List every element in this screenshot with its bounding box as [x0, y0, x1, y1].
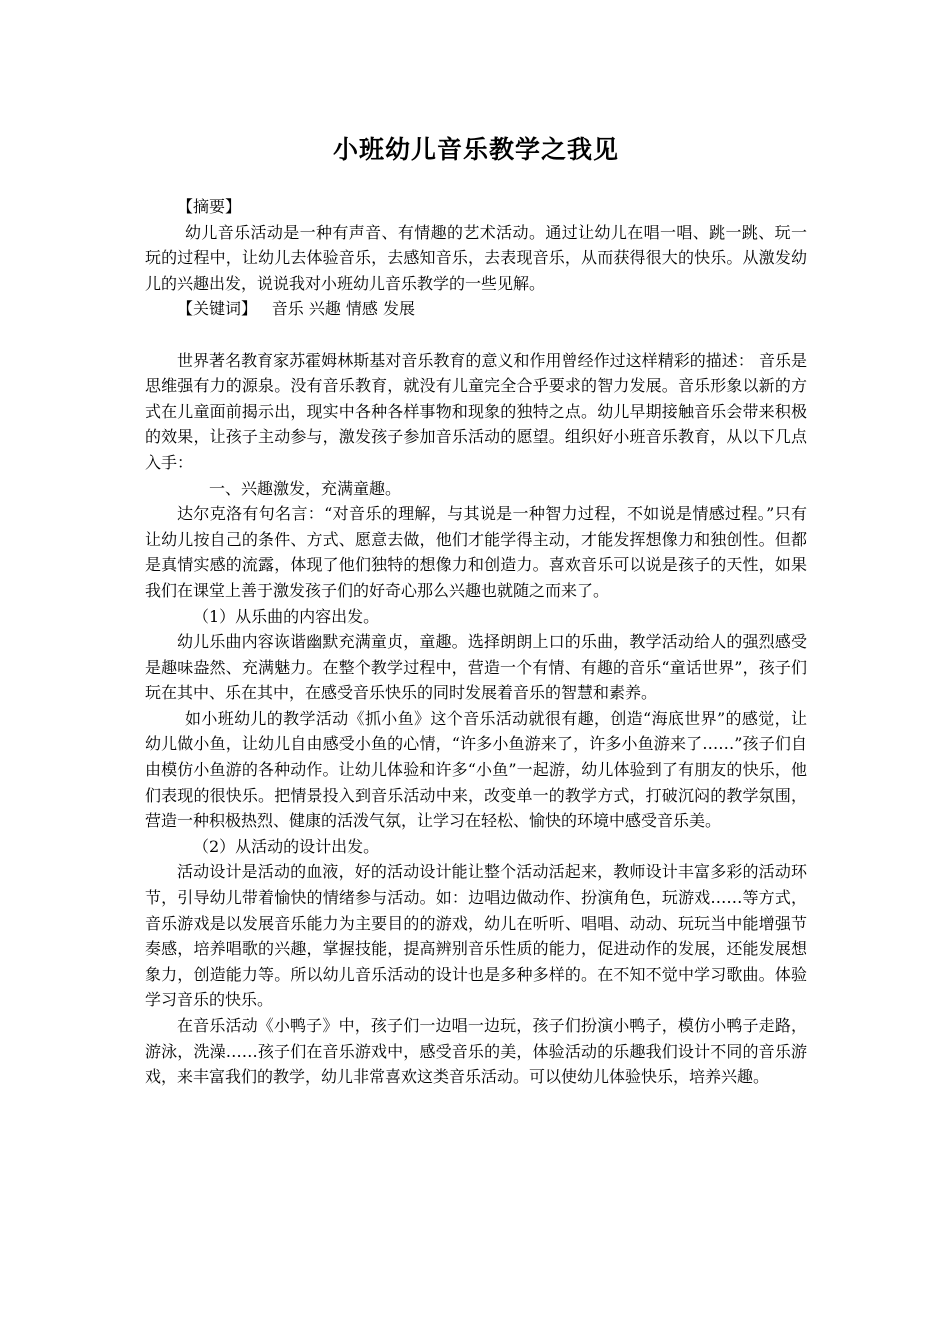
keywords-line: [145, 296, 807, 322]
keyword: 情感: [345, 299, 378, 319]
keyword: 音乐: [271, 299, 304, 319]
blank-line: [145, 322, 807, 348]
keyword: 兴趣: [308, 299, 341, 319]
section-heading: 一、兴趣激发，充满童趣。: [209, 478, 402, 498]
document-page: [145, 130, 807, 1090]
document-title: 小班幼儿音乐教学之我见: [332, 135, 619, 164]
body-paragraph: 在音乐活动《小鸭子》中，孩子们一边唱一边玩，孩子们扮演小鸭子，模仿小鸭子走路，游泳，洗澡……孩子们在音乐游戏中，感受音乐的美，体验活动的乐趣我们设计不同的音乐游戏，来丰富我们的教学，幼儿非常喜欢这类音乐活动。可以使幼儿体验快乐，培养兴趣。: [145, 1016, 807, 1087]
body-paragraph: 活动设计是活动的血液，好的活动设计能让整个活动活起来，教师设计丰富多彩的活动环节，引导幼儿带着愉快的情绪参与活动。如：边唱边做动作、扮演角色，玩游戏……等方式，音乐游戏是以发展音乐能力为主要目的的游戏，幼儿在听听、唱唱、动动、玩玩当中能增强节奏感，培养唱歌的兴趣，掌握技能，提高辨别音乐性质的能力，促进动作的发展，还能发展想象力，创造能力等。所以幼儿音乐活动的设计也是多种多样的。在不知不觉中学习歌曲。体验学习音乐的快乐。: [145, 862, 807, 1010]
abstract-text: 幼儿音乐活动是一种有声音、有情趣的艺术活动。通过让幼儿在唱一唱、跳一跳、玩一玩的过程中，让幼儿去体验音乐，去感知音乐，去表现音乐，从而获得很大的快乐。从激发幼儿的兴趣出发，说说我对小班幼儿音乐教学的一些见解。: [145, 222, 807, 293]
body-paragraph: 达尔克洛有句名言：“对音乐的理解，与其说是一种智力过程，不如说是情感过程。”只有让幼儿按自己的条件、方式、愿意去做，他们才能学得主动，才能发挥想像力和独创性。但都是真情实感的流露，体现了他们独特的想像力和创造力。喜欢音乐可以说是孩子的天性，如果我们在课堂上善于激发孩子们的好奇心那么兴趣也就随之而来了。: [145, 504, 807, 600]
subsection-heading: （1）从乐曲的内容出发。: [193, 606, 380, 626]
abstract-label: 【摘要】: [177, 197, 242, 216]
subsection-heading: （2）从活动的设计出发。: [193, 836, 380, 856]
keywords-label: 【关键词】: [177, 299, 258, 319]
keyword: 发展: [383, 299, 416, 319]
body-paragraph: 如小班幼儿的教学活动《抓小鱼》这个音乐活动就很有趣，创造“海底世界”的感觉，让幼儿做小鱼，让幼儿自由感受小鱼的心情，“许多小鱼游来了，许多小鱼游来了……”孩子们自由模仿小鱼游的各种动作。让幼儿体验和许多“小鱼”一起游，幼儿体验到了有朋友的快乐，他们表现的很快乐。把情景投入到音乐活动中来，改变单一的教学方式，打破沉闷的教学氛围，营造一种积极热烈、健康的活泼气氛，让学习在轻松、愉快的环境中感受音乐美。: [145, 708, 807, 831]
body-paragraph: 幼儿乐曲内容诙谐幽默充满童贞，童趣。选择朗朗上口的乐曲，教学活动给人的强烈感受是趣味盎然、充满魅力。在整个教学过程中，营造一个有情、有趣的音乐“童话世界”，孩子们玩在其中、乐在其中，在感受音乐快乐的同时发展着音乐的智慧和素养。: [145, 632, 807, 703]
body-paragraph: 世界著名教育家苏霍姆林斯基对音乐教育的意义和作用曾经作过这样精彩的描述： 音乐是思维强有力的源泉。没有音乐教育，就没有儿童完全合乎要求的智力发展。音乐形象以新的方式在儿童面前揭示出，现实中各种各样事物和现象的独特之点。幼儿早期接触音乐会带来积极的效果，让孩子主动参与，激发孩子参加音乐活动的愿望。组织好小班音乐教育，从以下几点入手：: [145, 350, 807, 472]
